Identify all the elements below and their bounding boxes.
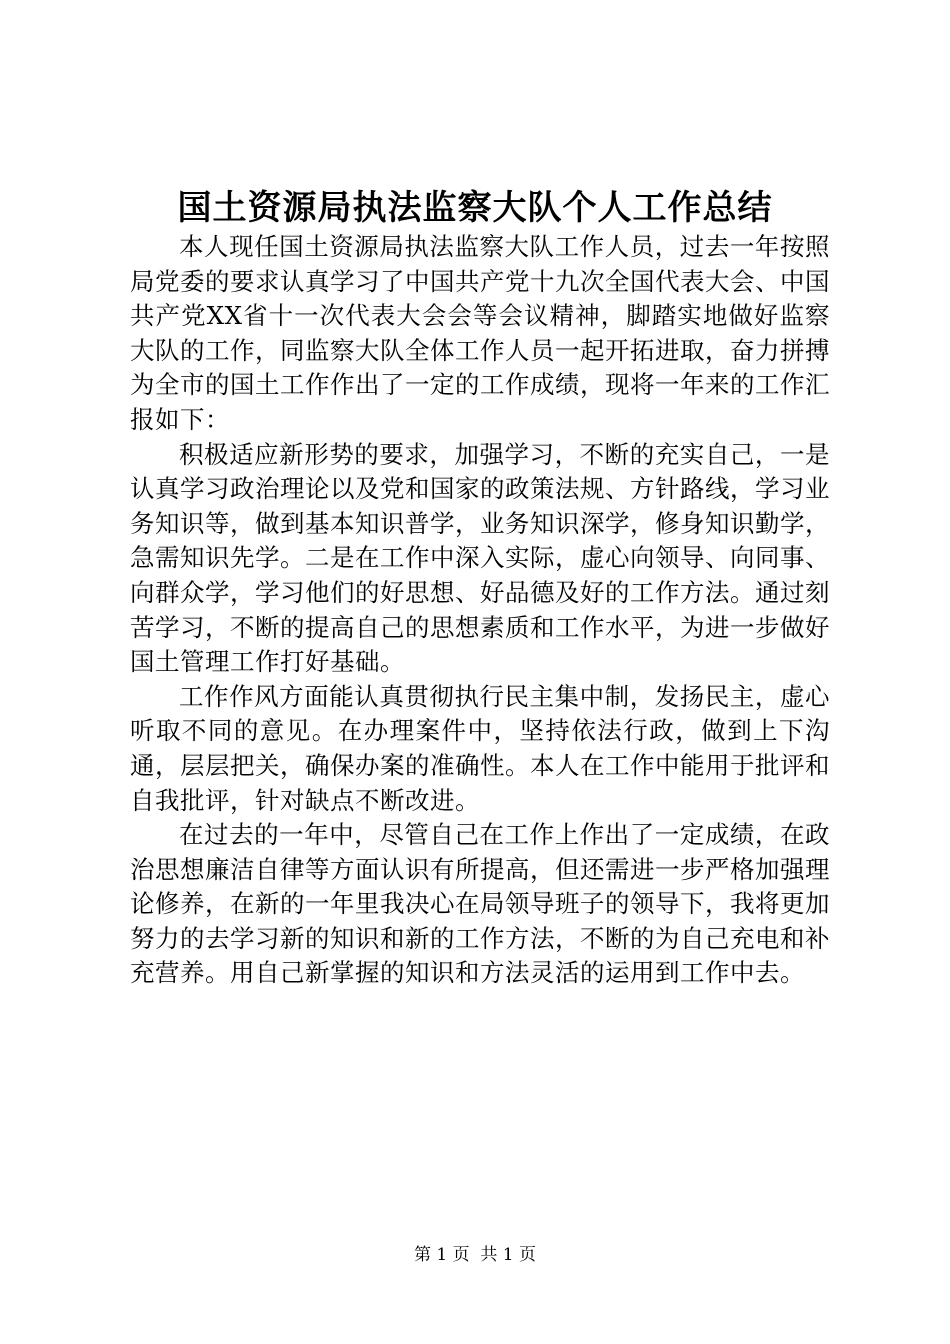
body-paragraph-3: 工作作风方面能认真贯彻执行民主集中制，发扬民主，虚心听取不同的意见。在办理案件中，坚持依法行政，做到上下沟通，层层把关，确保办案的准确性。本人在工作中能用于批评和自我批评，针对缺点不断改进。 [130,681,830,815]
body-paragraph-2: 积极适应新形势的要求，加强学习，不断的充实自己，一是认真学习政治理论以及党和国家的政策法规、方针路线，学习业务知识等，做到基本知识普学，业务知识深学，修身知识勤学，急需知识先学。二是在工作中深入实际，虚心向领导、向同事、向群众学，学习他们的好思想、好品德及好的工作方法。通过刻苦学习，不断的提高自己的思想素质和工作水平，为进一步做好国土管理工作打好基础。 [130,439,830,677]
page-footer [0,1243,950,1267]
document-title: 国土资源局执法监察大队个人工作总结 [177,188,773,228]
body-paragraph-4: 在过去的一年中，尽管自己在工作上作出了一定成绩，在政治思想廉洁自律等方面认识有所提高，但还需进一步严格加强理论修养，在新的一年里我决心在局领导班子的领导下，我将更加努力的去学习新的知识和新的工作方法，不断的为自己充电和补充营养。用自己新掌握的知识和方法灵活的运用到工作中去。 [130,820,830,988]
document-body [130,230,830,991]
page-number-label: 第 1 页 共 1 页 [413,1245,537,1265]
body-paragraph-1: 本人现任国土资源局执法监察大队工作人员，过去一年按照局党委的要求认真学习了中国共产党十九次全国代表大会、中国共产党XX省十一次代表大会会等会议精神，脚踏实地做好监察大队的工作，同监察大队全体工作人员一起开拓进取，奋力拼搏为全市的国土工作作出了一定的工作成绩，现将一年来的工作汇报如下： [130,232,830,434]
